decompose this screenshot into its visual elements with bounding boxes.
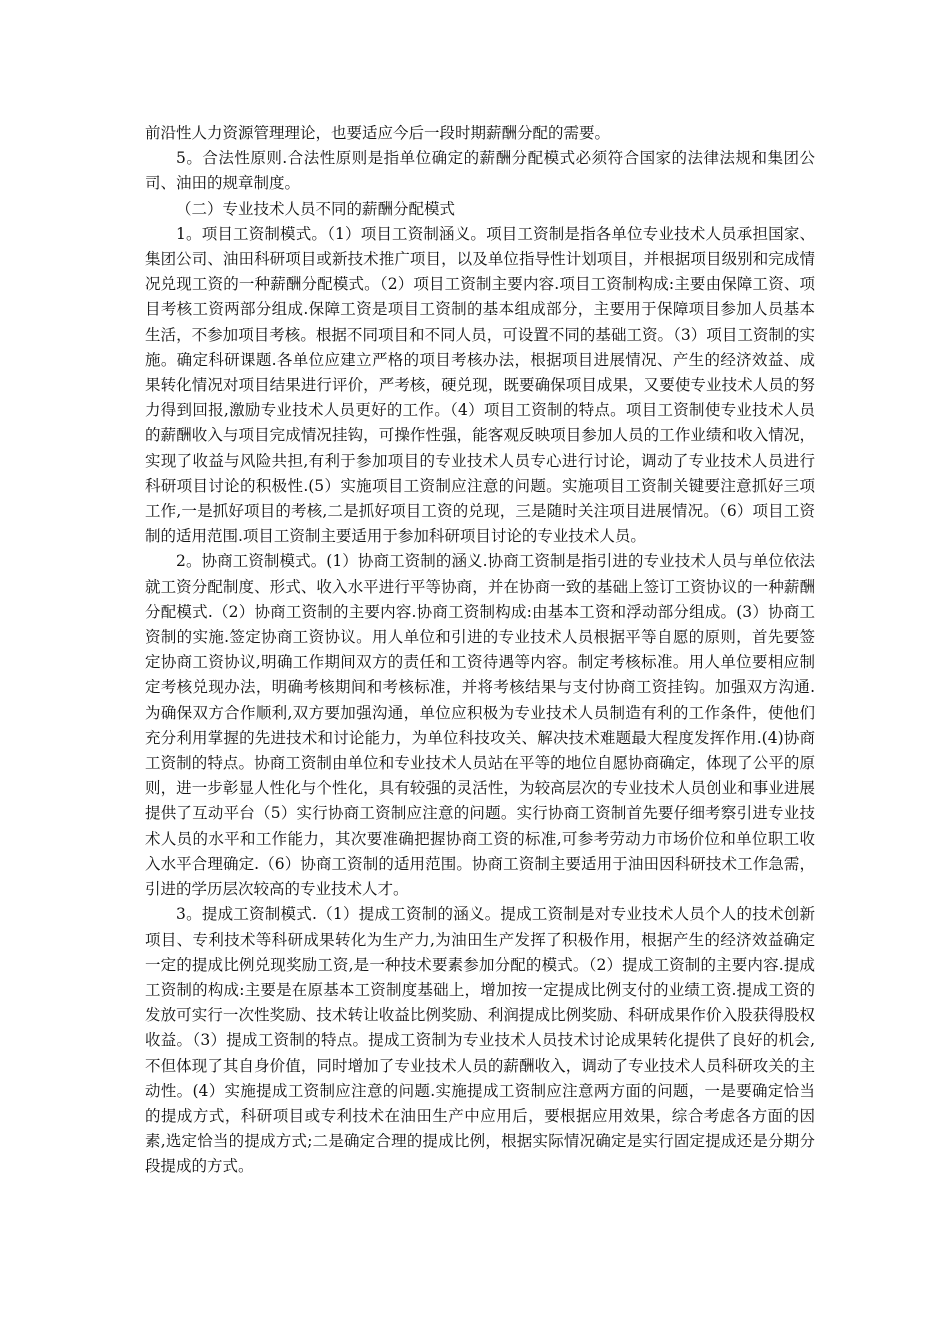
- paragraph-commission-salary: 3。提成工资制模式.（1）提成工资制的涵义。提成工资制是对专业技术人员个人的技术创新项目、专利技术等科研成果转化为生产力,为油田生产发挥了积极作用，根据产生的经济效益确定一定的提成比例兑现奖励工资,是一种技术要素参加分配的模式。（2）提成工资制的主要内容.提成工资制的构成:主要是在原基本工资制度基础上，增加按一定提成比例支付的业绩工资.提成工资的发放可实行一次性奖励、技术转让收益比例奖励、利润提成比例奖励、科研成果作价入股获得股权收益。（3）提成工资制的特点。提成工资制为专业技术人员技术讨论成果转化提供了良好的机会,不但体现了其自身价值，同时增加了专业技术人员的薪酬收入，调动了专业技术人员科研攻关的主动性。(4）实施提成工资制应注意的问题.实施提成工资制应注意两方面的问题，一是要确定恰当的提成方式，科研项目或专利技术在油田生产中应用后，要根据应用效果，综合考虑各方面的因素,选定恰当的提成方式;二是确定合理的提成比例，根据实际情况确定是实行固定提成还是分期分段提成的方式。: [145, 905, 815, 1176]
- paragraph-continuation: 前沿性人力资源管理理论，也要适应今后一段时期薪酬分配的需要。: [145, 124, 611, 142]
- paragraph-project-salary: 1。项目工资制模式。（1）项目工资制涵义。项目工资制是指各单位专业技术人员承担国家、集团公司、油田科研项目或新技术推广项目，以及单位指导性计划项目，并根据项目级别和完成情况兑现工资的一种薪酬分配模式。（2）项目工资制主要内容.项目工资制构成:主要由保障工资、项目考核工资两部分组成.保障工资是项目工资制的基本组成部分，主要用于保障项目参加人员基本生活，不参加项目考核。根据不同项目和不同人员，可设置不同的基础工资。（3）项目工资制的实施。确定科研课题.各单位应建立严格的项目考核办法，根据项目进展情况、产生的经济效益、成果转化情况对项目结果进行评价，严考核，硬兑现，既要确保项目成果，又要使专业技术人员的努力得到回报,激励专业技术人员更好的工作。（4）项目工资制的特点。项目工资制使专业技术人员的薪酬收入与项目完成情况挂钩，可操作性强，能客观反映项目参加人员的工作业绩和收入情况，实现了收益与风险共担,有利于参加项目的专业技术人员专心进行讨论，调动了专业技术人员进行科研项目讨论的积极性.(5）实施项目工资制应注意的问题。实施项目工资制关键要注意抓好三项工作,一是抓好项目的考核,二是抓好项目工资的兑现，三是随时关注项目进展情况。（6）项目工资制的适用范围.项目工资制主要适用于参加科研项目讨论的专业技术人员。: [145, 224, 815, 546]
- paragraph-negotiated-salary: 2。协商工资制模式。(1）协商工资制的涵义.协商工资制是指引进的专业技术人员与单位依法就工资分配制度、形式、收入水平进行平等协商，并在协商一致的基础上签订工资协议的一种薪酬分配模式.（2）协商工资制的主要内容.协商工资制构成:由基本工资和浮动部分组成。(3）协商工资制的实施.签定协商工资协议。用人单位和引进的专业技术人员根据平等自愿的原则，首先要签定协商工资协议,明确工作期间双方的责任和工资待遇等内容。制定考核标准。用人单位要相应制定考核兑现办法，明确考核期间和考核标准，并将考核结果与支付协商工资挂钩。加强双方沟通.为确保双方合作顺利,双方要加强沟通，单位应积极为专业技术人员制造有利的工作条件，使他们充分利用掌握的先进技术和讨论能力，为单位科技攻关、解决技术难题最大程度发挥作用.(4)协商工资制的特点。协商工资制由单位和专业技术人员站在平等的地位自愿协商确定，体现了公平的原则，进一步彰显人性化与个性化，具有较强的灵活性，为较高层次的专业技术人员创业和事业进展提供了互动平台（5）实行协商工资制应注意的问题。实行协商工资制首先要仔细考察引进专业技术人员的水平和工作能力，其次要准确把握协商工资的标准,可参考劳动力市场价位和单位职工收入水平合理确定.（6）协商工资制的适用范围。协商工资制主要适用于油田因科研技术工作急需，引进的学历层次较高的专业技术人才。: [145, 552, 815, 899]
- document-body: [145, 121, 815, 1180]
- section-heading: （二）专业技术人员不同的薪酬分配模式: [176, 199, 456, 218]
- paragraph-legality-principle: 5。合法性原则.合法性原则是指单位确定的薪酬分配模式必须符合国家的法律法规和集团公司、油田的规章制度。: [145, 149, 815, 193]
